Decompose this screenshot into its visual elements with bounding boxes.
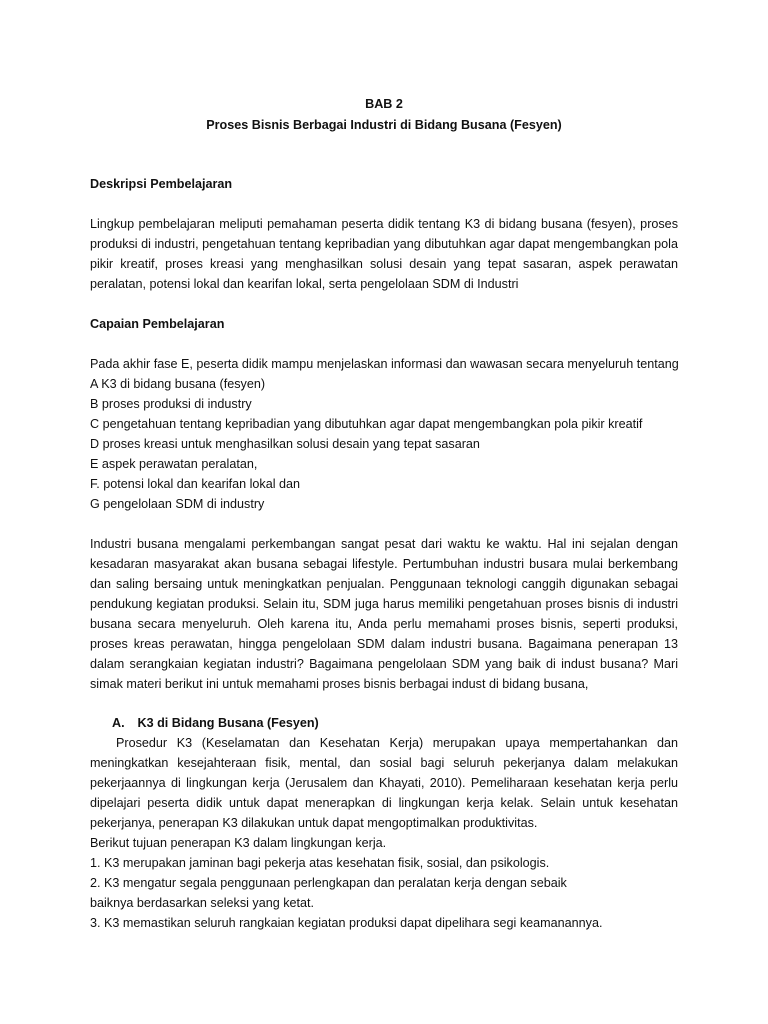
list-item: 2. K3 mengatur segala penggunaan perlengkapan dan peralatan kerja dengan sebaik baiknya berdasarkan seleksi yang ketat. xyxy=(90,876,567,910)
chapter-label: BAB 2 xyxy=(365,97,403,111)
list-item: 3. K3 memastikan seluruh rangkaian kegiatan produksi dapat dipelihara segi keamanannya. xyxy=(90,916,603,930)
list-item: C pengetahuan tentang kepribadian yang dibutuhkan agar dapat mengembangkan pola pikir kreatif xyxy=(90,417,643,431)
capaian-list xyxy=(90,354,678,514)
list-item: G pengelolaan SDM di industry xyxy=(90,497,265,511)
intro-paragraph: Industri busana mengalami perkembangan sangat pesat dari waktu ke waktu. Hal ini sejalan dengan kesadaran masyarakat akan busana sebagai lifestyle. Pertumbuhan industri busara mulai berkembang dan saling bersaing untuk meningkatkan penjualan. Penggunaan teknologi canggih digunakan sebagai pendukung kegiatan produksi. Selain itu, SDM juga harus memiliki pengetahuan proses bisnis di industri busana secara menyeluruh. Oleh karena itu, Anda perlu memahami proses bisnis, seperti produksi, proses kreas perawatan, hingga pengelolaan SDM dalam industri busana. Bagaimana penerapan 13 dalam serangkaian kegiatan industri? Bagaimana pengelolaan SDM yang baik di indust busana? Mari simak materi berikut ini untuk memahami proses bisnis berbagai indust di bidang busana, xyxy=(90,537,678,691)
list-item: D proses kreasi untuk menghasilkan solusi desain yang tepat sasaran xyxy=(90,437,480,451)
list-item: F. potensi lokal dan kearifan lokal dan xyxy=(90,477,301,491)
list-item: 1. K3 merupakan jaminan bagi pekerja atas kesehatan fisik, sosial, dan psikologis. xyxy=(90,856,550,870)
capaian-heading: Capaian Pembelajaran xyxy=(90,317,225,331)
list-item: E aspek perawatan peralatan, xyxy=(90,457,258,471)
deskripsi-paragraph: Lingkup pembelajaran meliputi pemahaman peserta didik tentang K3 di bidang busana (fesyen), proses produksi di industri, pengetahuan tentang kepribadian yang dibutuhkan agar dapat mengembangkan pola pikir kreatif, proses kreasi yang menghasilkan solusi desain yang tepat sasaran, aspek perawatan peralatan, potensi lokal dan kearifan lokal, serta pengelolaan SDM di Industri xyxy=(90,217,678,291)
section-a-heading xyxy=(112,713,319,733)
list-item: A K3 di bidang busana (fesyen) xyxy=(90,377,266,391)
list-item: B proses produksi di industry xyxy=(90,397,252,411)
section-a-list-intro: Berikut tujuan penerapan K3 dalam lingkungan kerja. xyxy=(90,836,387,850)
section-a-title: K3 di Bidang Busana (Fesyen) xyxy=(137,716,319,730)
section-a-label: A. xyxy=(112,716,125,730)
chapter-title: Proses Bisnis Berbagai Industri di Bidang Busana (Fesyen) xyxy=(206,118,562,132)
section-a-body xyxy=(90,733,678,933)
capaian-intro: Pada akhir fase E, peserta didik mampu menjelaskan informasi dan wawasan secara menyeluruh tentang xyxy=(90,357,679,371)
section-a-paragraph: Prosedur K3 (Keselamatan dan Kesehatan Kerja) merupakan upaya mempertahankan dan meningkatkan kesejahteraan fisik, mental, dan sosial bagi seluruh pekerjanya dalam melakukan pekerjaannya di lingkungan kerja (Jerusalem dan Khayati, 2010). Pemeliharaan kesehatan kerja perlu dipelajari peserta didik untuk dapat menerapkan di lingkungan kerja kelak. Selain untuk kesehatan pekerjanya, penerapan K3 dilakukan untuk dapat mengoptimalkan produktivitas. xyxy=(90,736,678,830)
deskripsi-heading: Deskripsi Pembelajaran xyxy=(90,177,233,191)
